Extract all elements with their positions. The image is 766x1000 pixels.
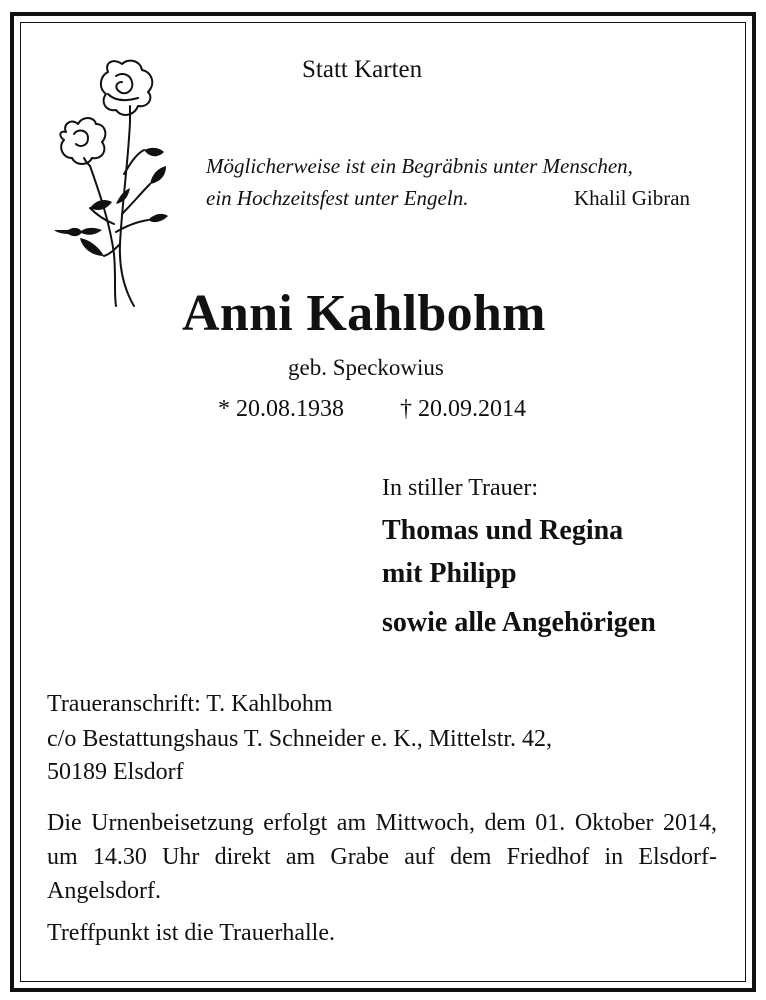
mourner-line: sowie alle Angehörigen xyxy=(382,607,656,638)
mourner-line: Thomas und Regina xyxy=(382,515,624,546)
meeting-point: Treffpunkt ist die Trauerhalle. xyxy=(47,920,335,946)
death-date: † 20.09.2014 xyxy=(400,396,526,422)
header-statt-karten: Statt Karten xyxy=(302,56,423,83)
address-line-2: c/o Bestattungshaus T. Schneider e. K., Mittelstr. 42, xyxy=(47,726,553,752)
maiden-name: geb. Speckowius xyxy=(288,355,444,380)
birth-date: * 20.08.1938 xyxy=(218,396,344,422)
quote-line-2: ein Hochzeitsfest unter Engeln. xyxy=(206,186,469,210)
quote-line-1: Möglicherweise ist ein Begräbnis unter Menschen, xyxy=(206,154,633,178)
deceased-name: Anni Kahlbohm xyxy=(182,285,546,342)
mourners-heading: In stiller Trauer: xyxy=(382,475,538,501)
address-line-3: 50189 Elsdorf xyxy=(47,759,184,785)
rose-icon xyxy=(44,54,174,310)
quote-author: Khalil Gibran xyxy=(574,186,691,210)
burial-notice: Die Urnenbeisetzung erfolgt am Mittwoch, dem 01. Oktober 2014, um 14.30 Uhr direkt am Grabe auf dem Friedhof in Elsdorf-Angelsdorf. xyxy=(47,810,717,904)
mourner-line: mit Philipp xyxy=(382,558,517,589)
address-line-1: Traueranschrift: T. Kahlbohm xyxy=(47,691,333,717)
